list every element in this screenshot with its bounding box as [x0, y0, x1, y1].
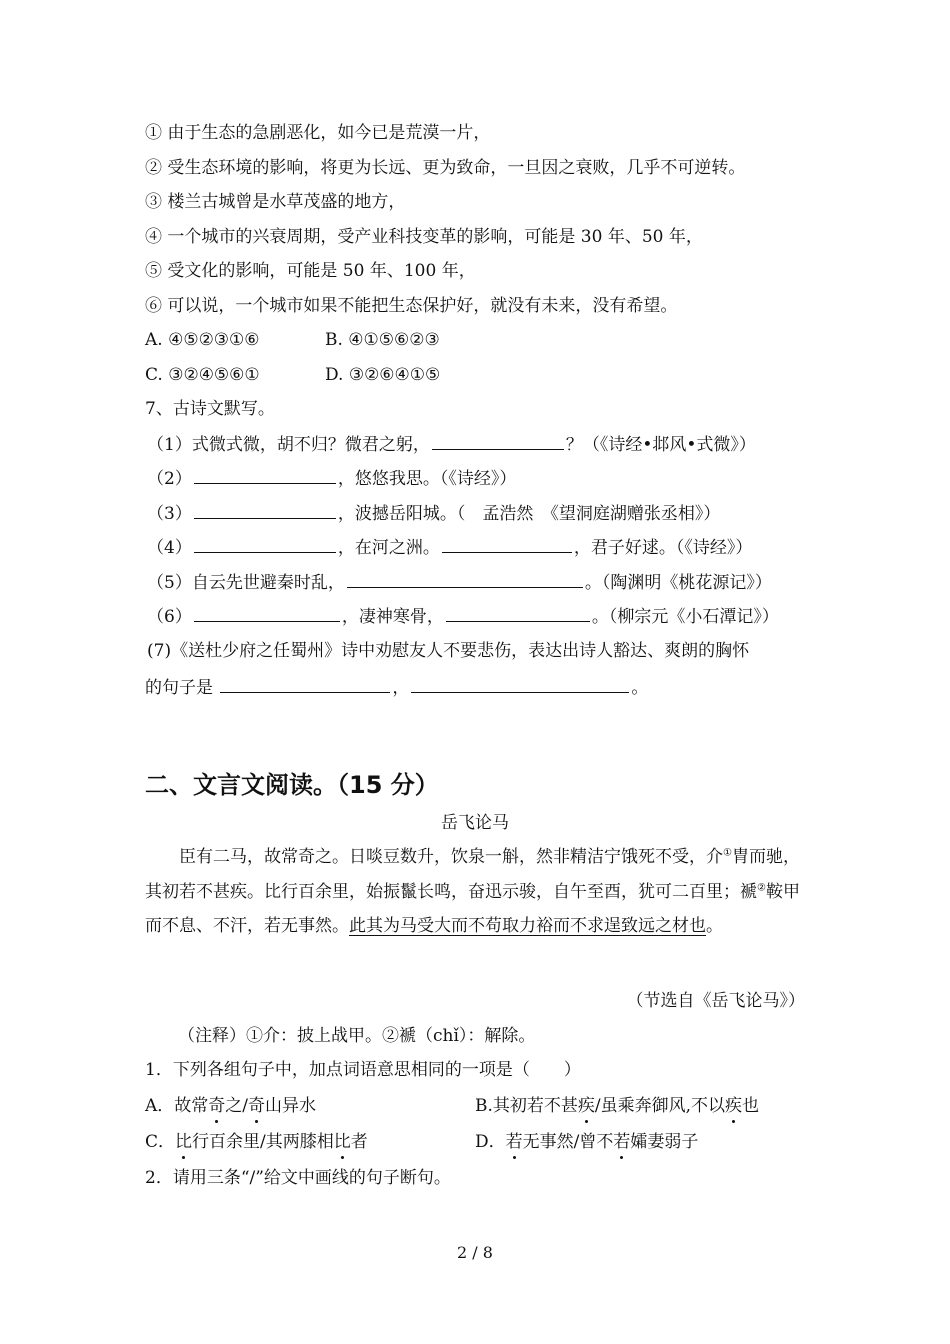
- section-title: 二、文言文阅读。（15 分）: [145, 771, 439, 799]
- q1-d-text: 无事然/曾不: [522, 1132, 614, 1152]
- answer-blank[interactable]: [220, 676, 390, 693]
- q1-option-c: [145, 1131, 368, 1153]
- passage-title: 岳飞论马: [441, 813, 509, 833]
- q1-b-text: /虽乘奔御风,不以: [594, 1096, 726, 1116]
- q7-line-5: [147, 571, 772, 594]
- q1-c-text: 者: [350, 1132, 368, 1152]
- option-a: A. ④⑤②③①⑥: [145, 330, 260, 350]
- question-2: 2．请用三条“/”给文中画线的句子断句。: [145, 1168, 451, 1188]
- q1-option-d: [475, 1131, 698, 1153]
- q1-d-text: 孀妻弱子: [630, 1132, 699, 1152]
- answer-blank[interactable]: [194, 467, 336, 484]
- dotted-word: 疾: [725, 1096, 743, 1116]
- q7-l2-pre: （2）: [147, 469, 192, 489]
- q7-line-4: [147, 536, 752, 559]
- dotted-word: 疾: [577, 1096, 595, 1116]
- dotted-word: 奇: [208, 1096, 226, 1116]
- ordering-item-2: ② 受生态环境的影响，将更为长远、更为致命，一旦因之衰败，几乎不可逆转。: [145, 158, 746, 178]
- answer-blank[interactable]: [446, 605, 590, 622]
- ordering-item-5: ⑤ 受文化的影响，可能是 50 年、100 年，: [145, 261, 476, 281]
- q7-l4-pre: （4）: [147, 538, 192, 558]
- dotted-word: 奇: [248, 1096, 266, 1116]
- q7-l7b-mid: ，: [392, 678, 410, 698]
- q7-l4-post: ，君子好逑。（《诗经》）: [573, 538, 753, 558]
- question-1: 1．下列各组句子中，加点词语意思相同的一项是（ ）: [145, 1060, 581, 1080]
- dotted-word: 比: [175, 1132, 193, 1152]
- passage-part-1: 臣有二马，故常奇之。日啖豆数升，饮泉一斛，然非精洁宁饿死不受，介: [179, 847, 723, 867]
- passage-paragraph: [145, 840, 810, 944]
- q7-l5-post: 。（陶渊明《桃花源记》）: [584, 573, 772, 593]
- q1-a-text: 山异水: [265, 1096, 317, 1116]
- q7-line-7b: [145, 676, 648, 699]
- q7-l7b-post: 。: [631, 678, 649, 698]
- q1-c-text: 行百余里/其两膝相: [192, 1132, 334, 1152]
- answer-blank[interactable]: [194, 502, 336, 519]
- q1-b-text: 也: [742, 1096, 760, 1116]
- q7-l6-mid: ，凄神寒骨，: [341, 607, 444, 627]
- q1-a-text: 之/: [225, 1096, 249, 1116]
- q1-a-text: A．故常: [145, 1096, 209, 1116]
- q7-l3-pre: （3）: [147, 504, 192, 524]
- answer-blank[interactable]: [442, 536, 572, 553]
- q7-l3-post: ，波撼岳阳城。（ 孟浩然 《望洞庭湖赠张丞相》）: [337, 504, 721, 524]
- ordering-item-4: ④ 一个城市的兴衰周期，受产业科技变革的影响，可能是 30 年、50 年，: [145, 227, 703, 247]
- q7-l1-post: ？（《诗经•邶风•式微》）: [565, 435, 756, 455]
- q7-l2-post: ，悠悠我思。（《诗经》）: [337, 469, 517, 489]
- q7-l7b-pre: 的句子是: [145, 678, 219, 698]
- passage-end: 。: [706, 916, 723, 936]
- answer-blank[interactable]: [194, 605, 340, 622]
- ordering-item-3: ③ 楼兰古城曾是水草茂盛的地方，: [145, 192, 406, 212]
- passage-part-2: 胄而驰，其初若不甚疾。比行百余里，始振鬣长鸣，奋迅示骏，自午至酉，犹可二百里；褫: [145, 847, 800, 902]
- q7-line-3: [147, 502, 720, 525]
- q7-l4-mid: ，在河之洲。: [337, 538, 440, 558]
- answer-blank[interactable]: [432, 433, 564, 450]
- q7-l6-pre: （6）: [147, 607, 192, 627]
- answer-blank[interactable]: [347, 571, 583, 588]
- q1-b-text: B.其初若不甚: [475, 1096, 578, 1116]
- q1-option-b: [475, 1095, 759, 1117]
- q7-l5-pre: （5）自云先世避秦时乱，: [147, 573, 345, 593]
- q1-option-a: [145, 1095, 316, 1117]
- q7-l6-post: 。（柳宗元《小石潭记》）: [591, 607, 779, 627]
- ordering-item-6: ⑥ 可以说，一个城市如果不能把生态保护好，就没有未来，没有希望。: [145, 296, 678, 316]
- notes: （注释）①介：披上战甲。②褫（chǐ）：解除。: [178, 1026, 536, 1046]
- dotted-word: 若: [613, 1132, 631, 1152]
- q7-heading: 7、古诗文默写。: [145, 399, 275, 419]
- dotted-word: 比: [333, 1132, 351, 1152]
- underlined-sentence: 此其为马受大而不苟取力裕而不求逞致远之材也: [349, 916, 706, 936]
- option-c: C. ③②④⑤⑥①: [145, 365, 260, 385]
- passage-source: （节选自《岳飞论马》）: [626, 991, 805, 1011]
- ordering-item-1: ① 由于生态的急剧恶化，如今已是荒漠一片，: [145, 123, 491, 143]
- answer-blank[interactable]: [194, 536, 336, 553]
- page-number: 2 / 8: [457, 1243, 493, 1262]
- passage-part-3: 鞍甲而不息、不汗，若无事然。: [145, 881, 800, 936]
- q7-line-7a: (7)《送杜少府之任蜀州》诗中劝慰友人不要悲伤，表达出诗人豁达、爽朗的胸怀: [147, 641, 750, 661]
- q7-line-2: [147, 467, 516, 490]
- option-b: B. ④①⑤⑥②③: [325, 330, 440, 350]
- dotted-word: 若: [505, 1132, 523, 1152]
- answer-blank[interactable]: [411, 676, 629, 693]
- note-2-marker: ②: [757, 881, 766, 893]
- option-d: D. ③②⑥④①⑤: [325, 365, 441, 385]
- q7-line-6: [147, 605, 779, 628]
- q7-line-1: [147, 433, 756, 456]
- q7-l1-pre: （1）式微式微，胡不归？微君之躬，: [147, 435, 430, 455]
- note-1-marker: ①: [723, 847, 732, 859]
- q1-d-text: D．: [475, 1132, 506, 1152]
- q1-c-text: C．: [145, 1132, 176, 1152]
